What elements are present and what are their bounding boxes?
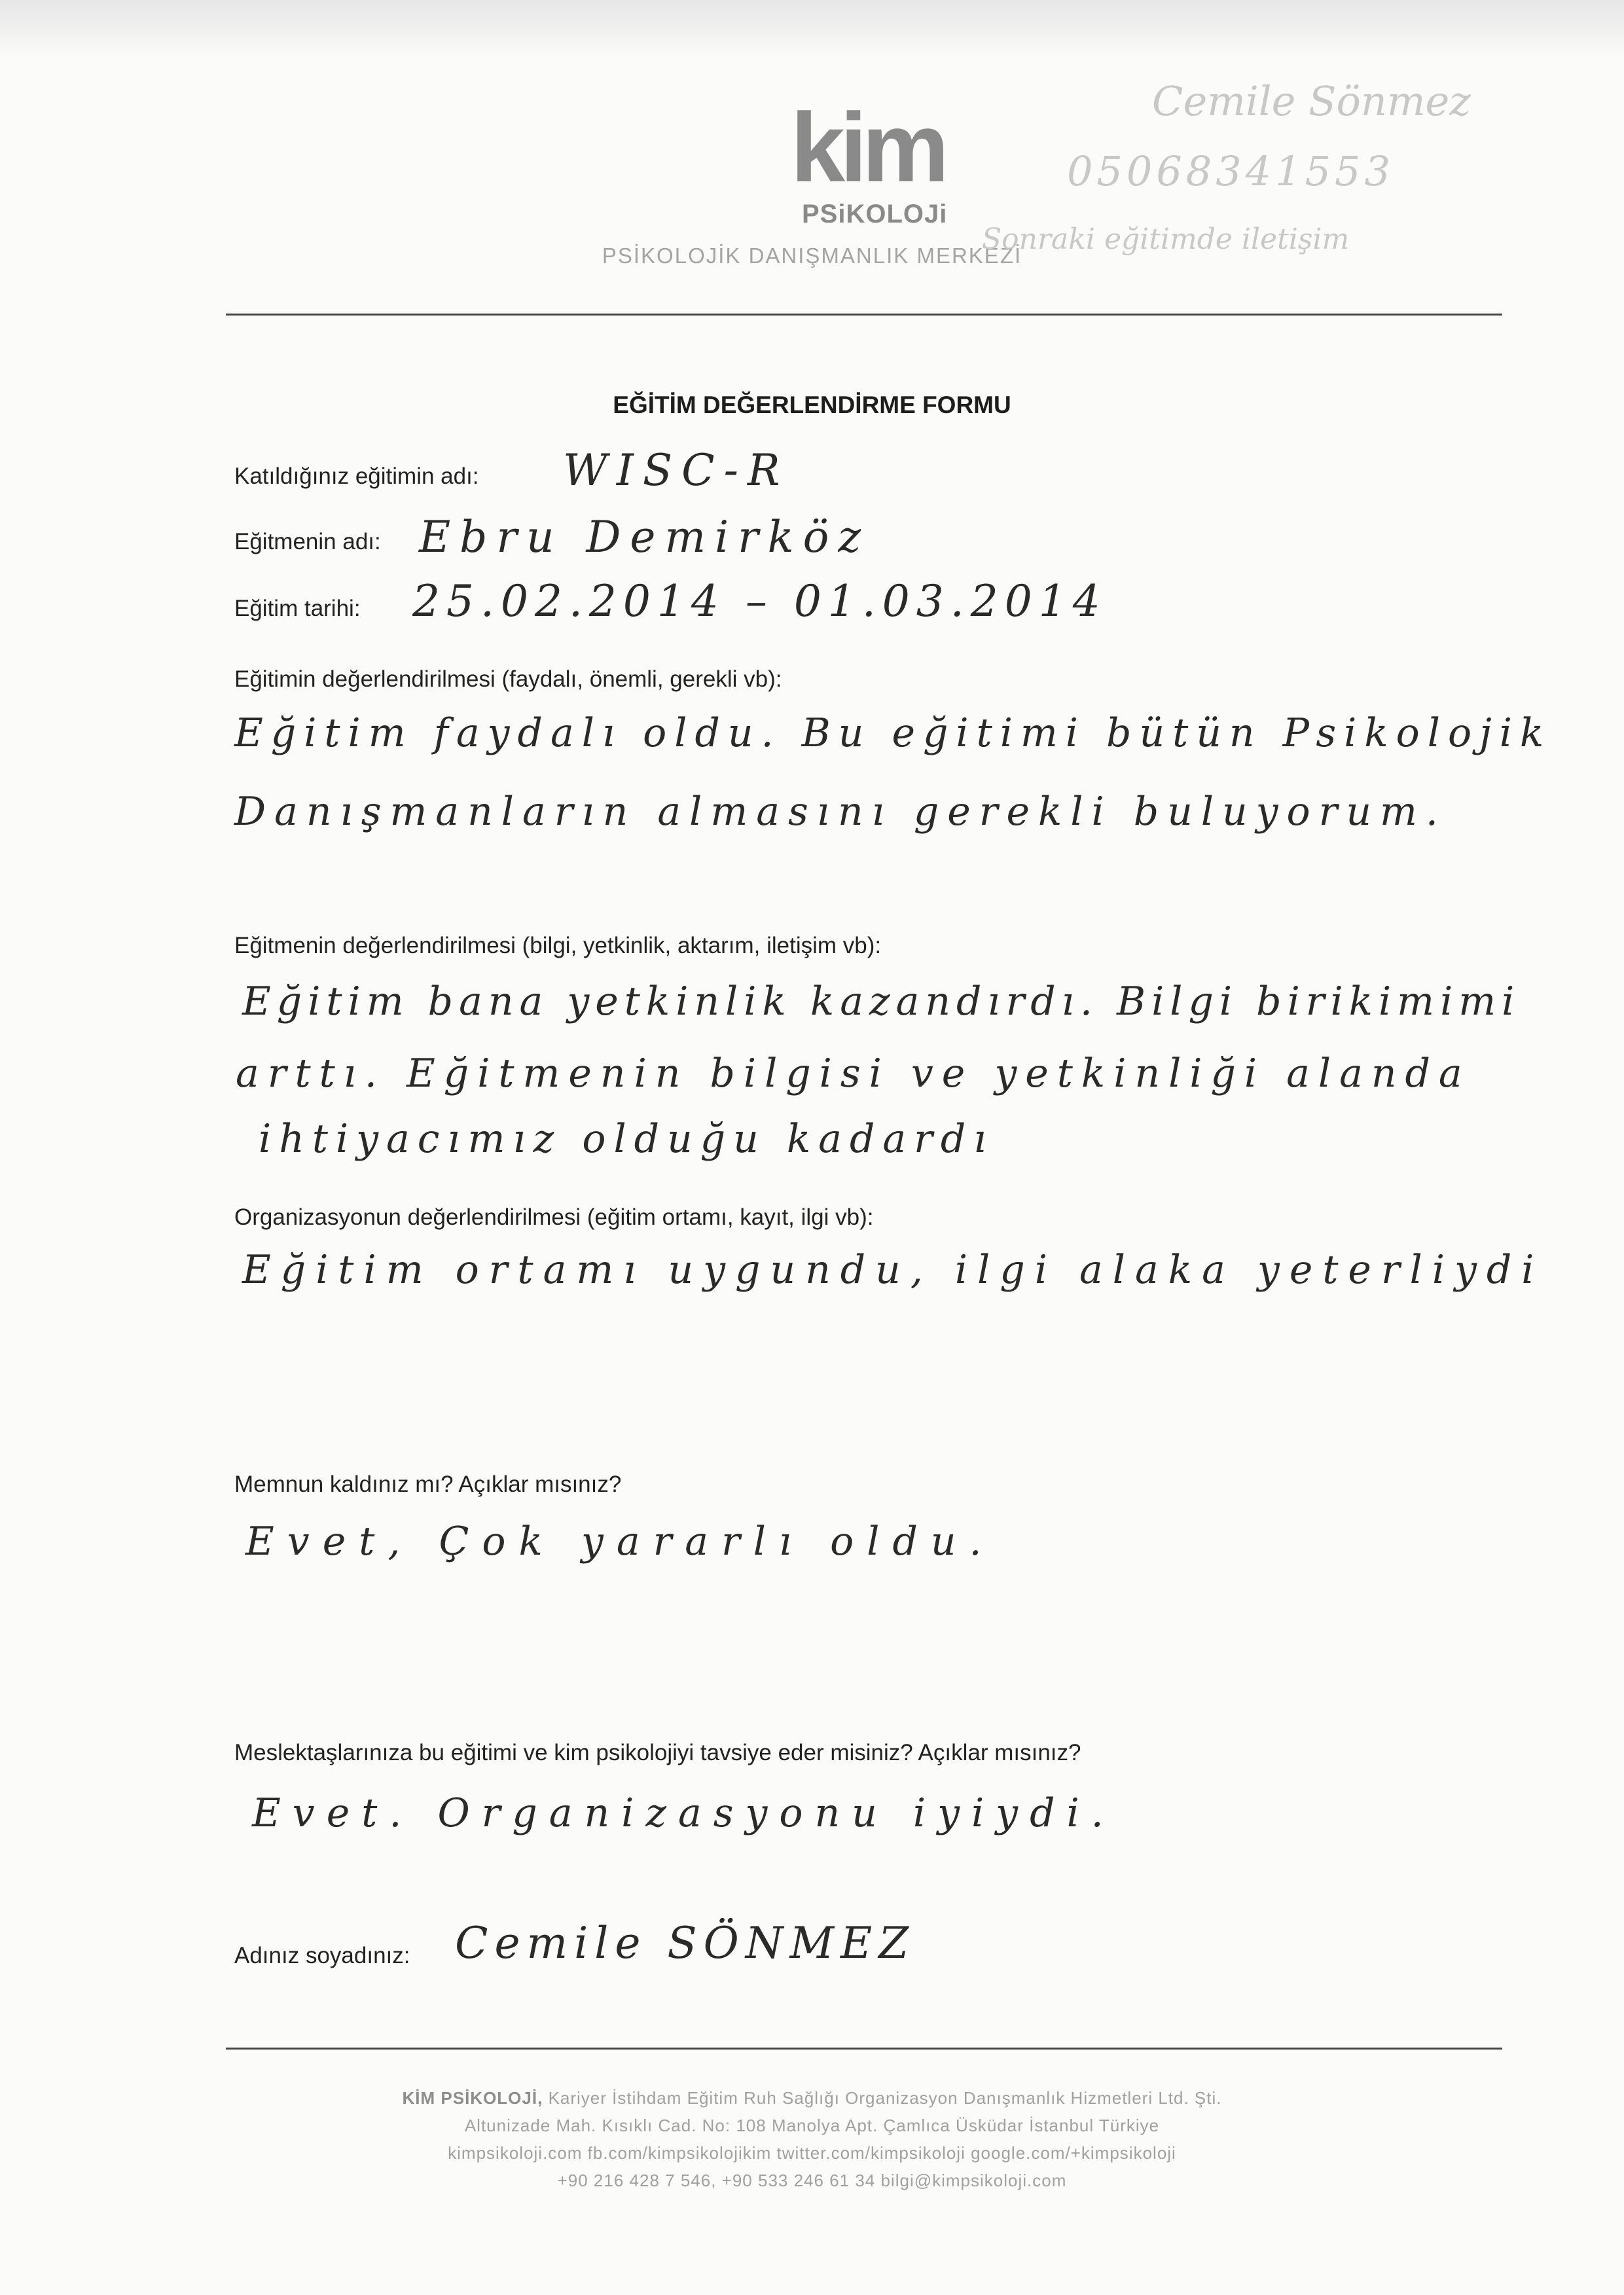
logo-subtitle: PSiKOLOJi — [802, 200, 948, 228]
organization-evaluation-label: Organizasyonun değerlendirilmesi (eğitim ortamı, kayıt, ilgi vb): — [234, 1204, 874, 1230]
corner-note-text: Sonraki eğitimde iletişim — [982, 223, 1350, 256]
trainer-evaluation-line-1: Eğitim bana yetkinlik kazandırdı. Bilgi birikimimi — [242, 979, 1521, 1024]
full-name-answer: Cemile SÖNMEZ — [455, 1918, 916, 1968]
footer-contact: +90 216 428 7 546, +90 533 246 61 34 bilgi@kimpsikoloji.com — [557, 2171, 1067, 2190]
form-title: EĞİTİM DEĞERLENDİRME FORMU — [613, 391, 1011, 418]
satisfaction-label: Memnun kaldınız mı? Açıklar mısınız? — [234, 1472, 622, 1497]
satisfaction-answer: Evet, Çok yararlı oldu. — [245, 1519, 995, 1564]
trainer-name-answer: Ebru Demirköz — [419, 512, 871, 562]
trainer-evaluation-line-3: ihtiyacımız olduğu kadardı — [259, 1116, 994, 1162]
full-name-label: Adınız soyadınız: — [234, 1943, 410, 1968]
training-name-label: Katıldığınız eğitimin adı: — [234, 463, 479, 489]
organization-evaluation-line-1: Eğitim ortamı uygundu, ilgi alaka yeterliydi — [242, 1247, 1544, 1293]
corner-note-phone: 05068341553 — [1067, 147, 1394, 195]
trainer-evaluation-label: Eğitmenin değerlendirilmesi (bilgi, yetkinlik, aktarım, iletişim vb): — [234, 933, 882, 958]
training-evaluation-label: Eğitimin değerlendirilmesi (faydalı, önemli, gerekli vb): — [234, 666, 782, 692]
recommendation-answer: Evet. Organizasyonu iyiydi. — [252, 1790, 1115, 1836]
logo-mark: kim — [790, 92, 945, 202]
kim-logo — [769, 92, 965, 262]
training-date-label: Eğitim tarihi: — [234, 596, 361, 621]
training-evaluation-line-1: Eğitim faydalı oldu. Bu eğitimi bütün Psikolojik — [234, 710, 1552, 756]
training-name-answer: WISC-R — [563, 445, 789, 496]
training-evaluation-line-2: Danışmanların almasını gerekli buluyorum. — [234, 789, 1447, 835]
footer-links: kimpsikoloji.com fb.com/kimpsikolojikim twitter.com/kimpsikoloji google.com/+kimpsikoloji — [448, 2143, 1176, 2163]
header-divider — [226, 314, 1502, 316]
center-subtitle: PSİKOLOJİK DANIŞMANLIK MERKEZİ — [602, 244, 1022, 268]
scan-shadow — [0, 0, 1624, 59]
training-date-answer: 25.02.2014 – 01.03.2014 — [412, 576, 1107, 626]
footer-company-name: KİM PSİKOLOJİ, — [402, 2088, 543, 2108]
footer-address: Altunizade Mah. Kısıklı Cad. No: 108 Manolya Apt. Çamlıca Üsküdar İstanbul Türkiye — [464, 2116, 1160, 2135]
trainer-name-label: Eğitmenin adı: — [234, 529, 381, 554]
footer-company — [0, 2088, 1624, 2108]
footer-company-desc: Kariyer İstihdam Eğitim Ruh Sağlığı Organizasyon Danışmanlık Hizmetleri Ltd. Şti. — [548, 2088, 1222, 2108]
recommendation-label: Meslektaşlarınıza bu eğitimi ve kim psikolojiyi tavsiye eder misiniz? Açıklar mısınız? — [234, 1740, 1081, 1765]
footer-divider — [226, 2048, 1502, 2050]
corner-note-name: Cemile Sönmez — [1152, 77, 1471, 125]
trainer-evaluation-line-2: arttı. Eğitmenin bilgisi ve yetkinliği alanda — [236, 1051, 1471, 1096]
